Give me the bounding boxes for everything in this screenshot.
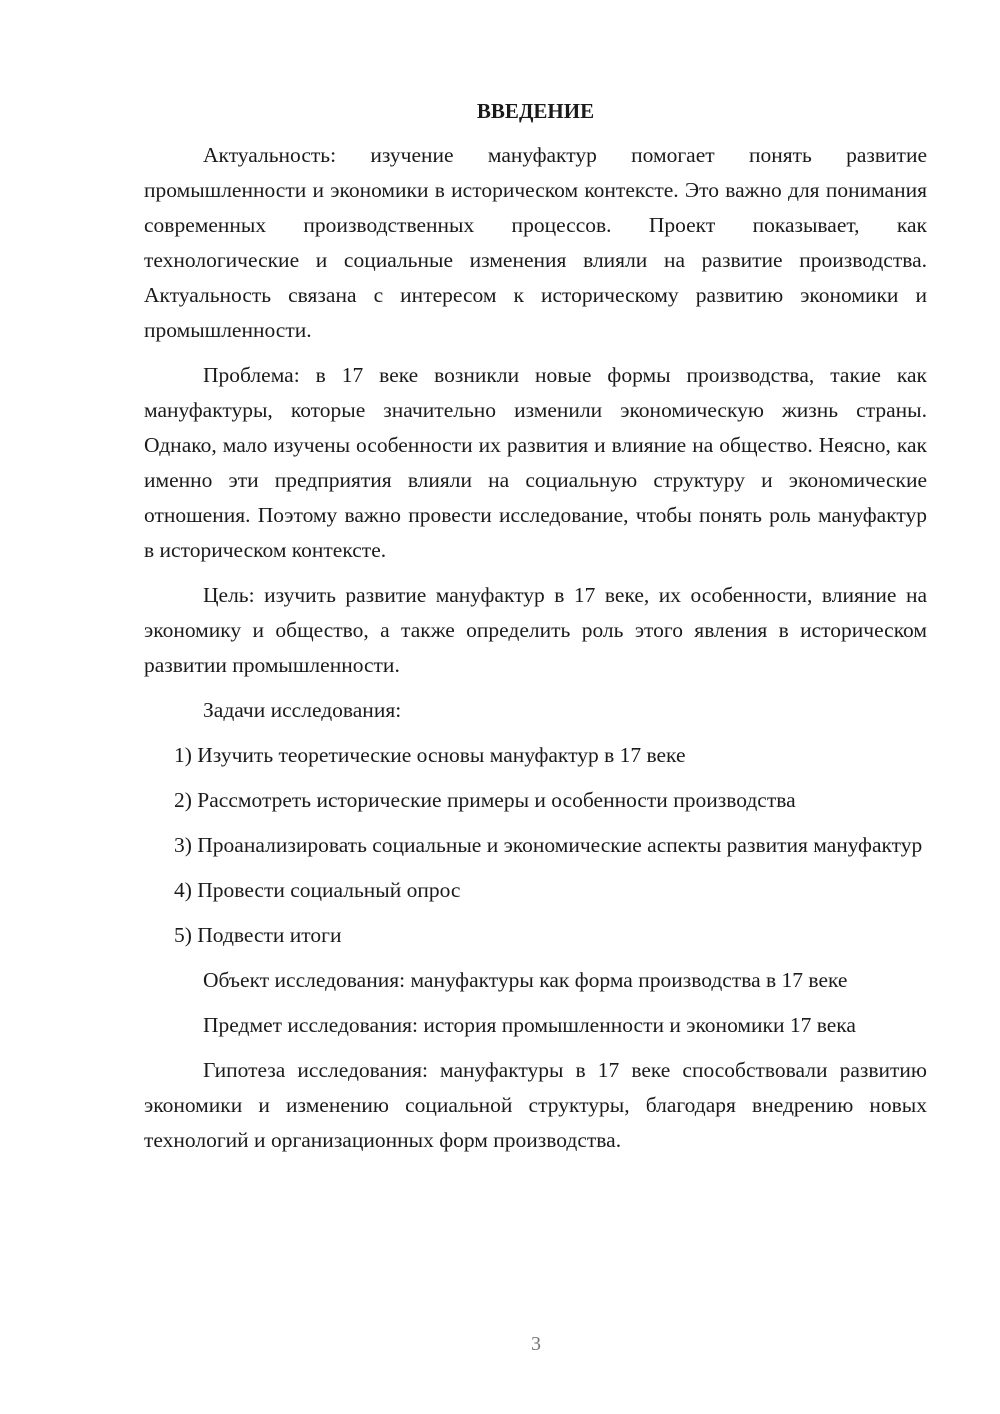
task-item-1: 1) Изучить теоретические основы мануфактур в 17 веке: [174, 743, 686, 767]
paragraph-subject: Предмет исследования: история промышленности и экономики 17 века: [203, 1013, 856, 1037]
page-title: ВВЕДЕНИЕ: [476, 99, 595, 123]
task-item-5: 5) Подвести итоги: [174, 923, 342, 947]
paragraph-object: Объект исследования: мануфактуры как форма производства в 17 веке: [203, 968, 848, 992]
paragraph-relevance: Актуальность: изучение мануфактур помогает понять развитие промышленности и экономики в историческом контексте. Это важно для понимания современных производственных процессов. Проект показывает, как технологические и социальные изменения влияли на развитие производства. Актуальность связана с интересом к историческому развитию экономики и промышленности.: [144, 143, 927, 342]
paragraph-goal: Цель: изучить развитие мануфактур в 17 веке, их особенности, влияние на экономику и общество, а также определить роль этого явления в историческом развитии промышленности.: [144, 583, 927, 677]
paragraph-hypothesis: Гипотеза исследования: мануфактуры в 17 веке способствовали развитию экономики и изменению социальной структуры, благодаря внедрению новых технологий и организационных форм производства.: [144, 1058, 927, 1152]
task-item-2: 2) Рассмотреть исторические примеры и особенности производства: [174, 788, 796, 812]
task-item-3: 3) Проанализировать социальные и экономические аспекты развития мануфактур: [174, 833, 923, 857]
document-page: [144, 96, 927, 1168]
page-number: 3: [531, 1333, 541, 1355]
paragraph-problem: Проблема: в 17 веке возникли новые формы производства, такие как мануфактуры, которые значительно изменили экономическую жизнь страны. Однако, мало изучены особенности их развития и влияние на общество. Неясно, как именно эти предприятия влияли на социальную структуру и экономические отношения. Поэтому важно провести исследование, чтобы понять роль мануфактур в историческом контексте.: [144, 363, 927, 562]
task-item-4: 4) Провести социальный опрос: [174, 878, 461, 902]
paragraph-tasks-heading: Задачи исследования:: [203, 698, 402, 722]
